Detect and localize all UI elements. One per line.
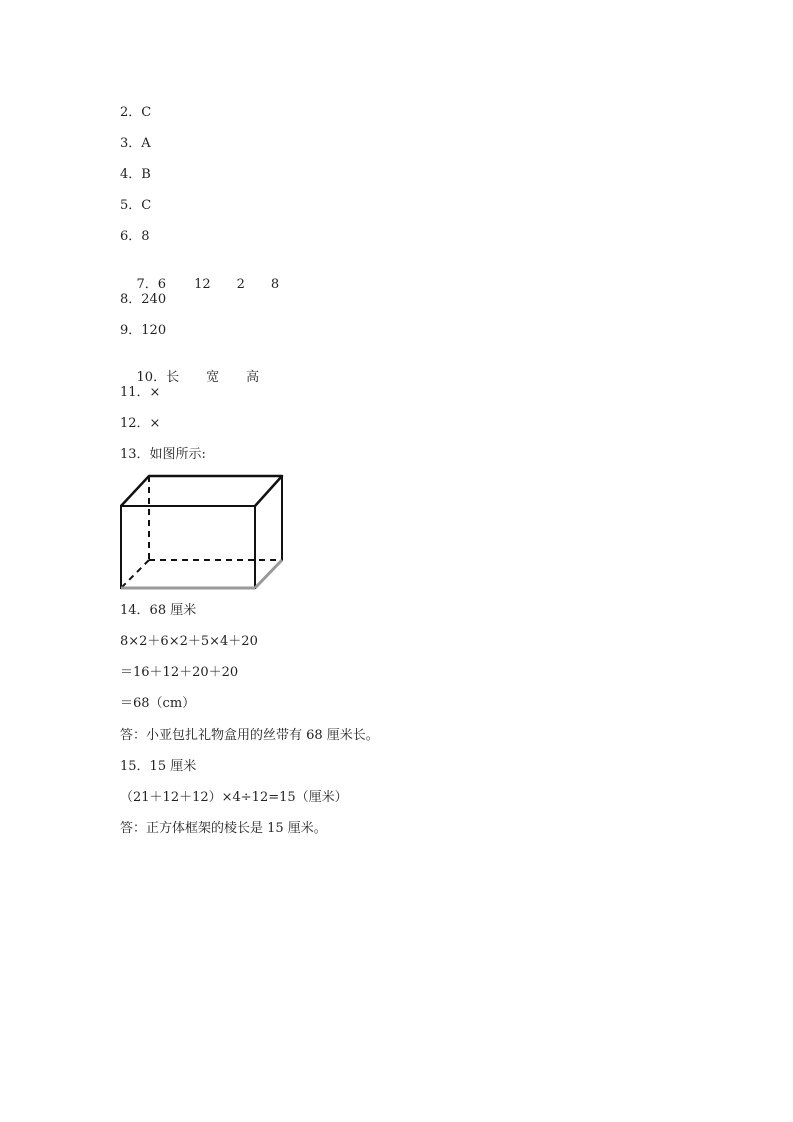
answer-13: 13．如图所示:: [120, 447, 206, 462]
answer-10-value-3: 高: [246, 370, 260, 385]
answer-14-step-1: 8×2＋6×2＋5×4＋20: [120, 634, 258, 649]
answer-8: 8．240: [120, 292, 167, 307]
hidden-edge-diagonal: [121, 560, 149, 588]
top-face: [121, 476, 282, 506]
answer-5: 5．C: [120, 198, 152, 213]
answer-14-step-2: ＝16＋12＋20＋20: [120, 665, 239, 680]
answer-6: 6．8: [120, 229, 150, 244]
answer-11: 11．×: [120, 385, 161, 400]
answer-7-value-3: 2: [236, 277, 245, 292]
answer-10-value-2: 宽: [206, 370, 220, 385]
answer-7-value-1: 7．6: [136, 277, 167, 292]
answer-14-answer: 答：小亚包扎礼物盒用的丝带有 68 厘米长。: [120, 728, 379, 743]
answer-15-step-1: （21＋12＋12）×4÷12=15（厘米）: [120, 790, 348, 805]
answer-15-answer: 答：正方体框架的棱长是 15 厘米。: [120, 821, 327, 836]
answer-10-value-1: 10．长: [136, 370, 180, 385]
answer-2: 2．C: [120, 105, 152, 120]
answer-14-step-3: ＝68（cm）: [120, 696, 196, 711]
right-edge-shade: [255, 560, 282, 588]
answer-4: 4．B: [120, 167, 151, 182]
answer-9: 9．120: [120, 323, 167, 338]
answer-12: 12．×: [120, 416, 161, 431]
answer-14-title: 14．68 厘米: [120, 603, 197, 618]
answer-7-value-4: 8: [270, 277, 280, 292]
answer-7-value-2: 12: [194, 277, 211, 292]
cuboid-figure: [118, 474, 288, 592]
answer-3: 3．A: [120, 136, 151, 151]
front-face: [121, 506, 255, 588]
answer-15-title: 15．15 厘米: [120, 759, 197, 774]
